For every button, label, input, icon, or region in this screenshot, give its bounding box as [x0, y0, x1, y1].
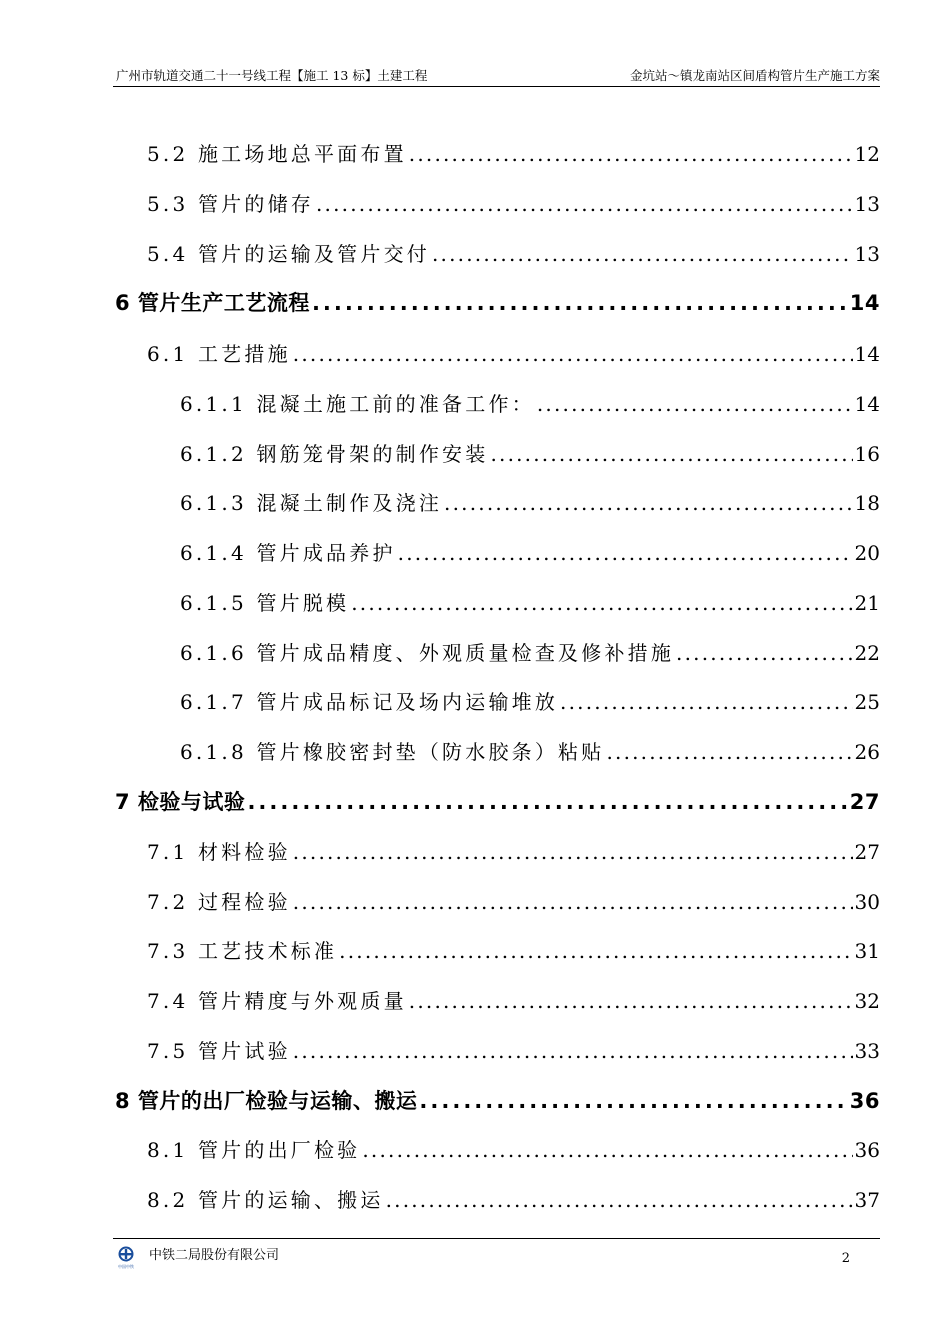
toc-entry[interactable]	[147, 985, 880, 1014]
toc-entry-page: 32	[854, 989, 880, 1013]
header-project-title: 广州市轨道交通二十一号线工程【施工 13 标】土建工程	[116, 68, 428, 83]
toc-entry[interactable]	[147, 886, 880, 915]
toc-entry-title: 8.1 管片的出厂检验	[147, 1138, 361, 1162]
toc-entry-title: 6 管片生产工艺流程	[115, 291, 310, 315]
toc-entry-page: 20	[854, 541, 880, 565]
toc-entry-title: 8 管片的出厂检验与运输、搬运	[115, 1089, 418, 1113]
toc-leader	[351, 591, 852, 615]
toc-chapter-entry[interactable]	[115, 1085, 880, 1115]
toc-leader	[676, 641, 853, 665]
toc-leader	[293, 1039, 853, 1063]
toc-leader	[560, 690, 853, 714]
toc-leader	[293, 890, 853, 914]
toc-entry-page: 26	[854, 740, 880, 764]
toc-leader	[490, 442, 852, 466]
toc-entry-page: 27	[849, 790, 880, 814]
toc-entry-title: 7 检验与试验	[115, 790, 246, 814]
page-footer	[113, 1238, 880, 1279]
toc-entry-page: 12	[854, 142, 880, 166]
toc-entry-title: 6.1.7 管片成品标记及场内运输堆放	[180, 690, 559, 714]
toc-entry-title: 5.3 管片的储存	[147, 192, 314, 216]
toc-entry[interactable]	[180, 587, 880, 616]
toc-leader	[409, 989, 853, 1013]
toc-leader	[312, 291, 848, 315]
toc-entry-title: 5.4 管片的运输及管片交付	[147, 242, 430, 266]
toc-entry[interactable]	[180, 537, 880, 566]
toc-entry-title: 7.1 材料检验	[147, 840, 291, 864]
toc-entry[interactable]	[180, 388, 880, 417]
toc-entry-title: 7.5 管片试验	[147, 1039, 291, 1063]
toc-entry[interactable]	[180, 686, 880, 715]
footer-company-name: 中铁二局股份有限公司	[149, 1248, 280, 1263]
toc-entry-title: 6.1.2 钢筋笼骨架的制作安装	[180, 442, 489, 466]
toc-entry[interactable]	[147, 1134, 880, 1163]
page-number: 2	[841, 1251, 850, 1266]
toc-entry[interactable]	[147, 188, 880, 217]
toc-leader	[444, 491, 853, 515]
toc-entry-page: 27	[854, 840, 880, 864]
toc-leader	[386, 1188, 853, 1212]
toc-entry-page: 13	[854, 192, 880, 216]
toc-entry-title: 6.1.6 管片成品精度、外观质量检查及修补措施	[180, 641, 675, 665]
toc-entry[interactable]	[147, 1035, 880, 1064]
toc-entry-page: 31	[854, 939, 880, 963]
toc-entry[interactable]	[147, 138, 880, 167]
toc-leader	[293, 342, 853, 366]
toc-leader	[398, 541, 853, 565]
toc-entry-page: 33	[854, 1039, 880, 1063]
toc-entry[interactable]	[147, 338, 880, 367]
toc-entry-page: 13	[854, 242, 880, 266]
toc-entry[interactable]	[147, 836, 880, 865]
toc-entry-page: 25	[854, 690, 880, 714]
toc-entry-title: 6.1.4 管片成品养护	[180, 541, 396, 565]
logo-text: 中国中铁	[118, 1264, 134, 1269]
company-logo-icon	[116, 1246, 136, 1270]
toc-entry-page: 16	[854, 442, 880, 466]
toc-leader	[606, 740, 852, 764]
toc-entry[interactable]	[147, 935, 880, 964]
toc-entry-title: 7.3 工艺技术标准	[147, 939, 338, 963]
toc-leader	[293, 840, 853, 864]
toc-leader	[247, 790, 847, 814]
toc-entry-page: 22	[854, 641, 880, 665]
toc-entry-page: 14	[854, 392, 880, 416]
toc-entry-title: 5.2 施工场地总平面布置	[147, 142, 407, 166]
toc-entry-title: 6.1 工艺措施	[147, 342, 291, 366]
toc-leader	[316, 192, 853, 216]
toc-entry-page: 18	[854, 491, 880, 515]
toc-entry-page: 14	[849, 291, 880, 315]
toc-chapter-entry[interactable]	[115, 786, 880, 816]
toc-entry-page: 36	[854, 1138, 880, 1162]
toc-entry-title: 6.1.8 管片橡胶密封垫（防水胶条）粘贴	[180, 740, 605, 764]
toc-entry-title: 6.1.1 混凝土施工前的准备工作：	[180, 392, 535, 416]
toc-leader	[537, 392, 853, 416]
header-document-title: 金坑站～镇龙南站区间盾构管片生产施工方案	[629, 68, 880, 83]
toc-entry-page: 36	[849, 1089, 880, 1113]
toc-entry[interactable]	[147, 1184, 880, 1213]
toc-entry[interactable]	[147, 238, 880, 267]
toc-entry-page: 21	[854, 591, 880, 615]
toc-entry-page: 14	[854, 342, 880, 366]
toc-entry[interactable]	[180, 637, 880, 666]
toc-entry-title: 6.1.3 混凝土制作及浇注	[180, 491, 443, 515]
toc-leader	[432, 242, 853, 266]
toc-entry-page: 30	[854, 890, 880, 914]
toc-entry-page: 37	[854, 1188, 880, 1212]
toc-leader	[419, 1089, 847, 1113]
toc-entry[interactable]	[180, 438, 880, 467]
toc-entry-title: 7.4 管片精度与外观质量	[147, 989, 407, 1013]
toc-leader	[362, 1138, 852, 1162]
toc-leader	[339, 939, 852, 963]
toc-entry-title: 6.1.5 管片脱模	[180, 591, 350, 615]
toc-chapter-entry[interactable]	[115, 287, 880, 317]
toc-entry[interactable]	[180, 487, 880, 516]
toc-leader	[409, 142, 853, 166]
toc-entry[interactable]	[180, 736, 880, 765]
toc-entry-title: 7.2 过程检验	[147, 890, 291, 914]
toc-entry-title: 8.2 管片的运输、搬运	[147, 1188, 384, 1212]
